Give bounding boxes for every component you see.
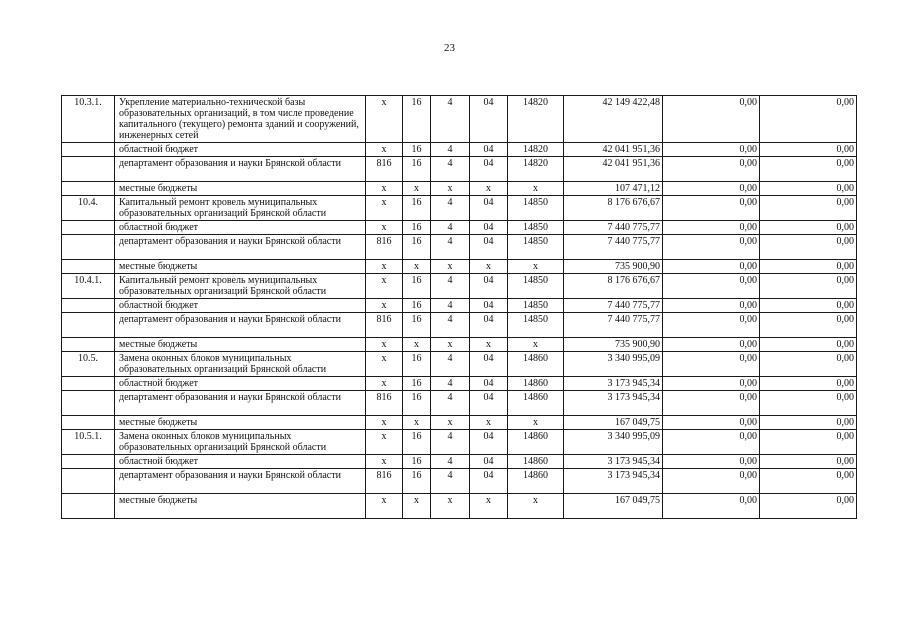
code-cell: 14860 <box>508 469 564 494</box>
rz-cell: 16 <box>403 313 431 338</box>
table-row <box>62 352 857 377</box>
kcs-cell: 04 <box>470 391 508 416</box>
grbs-cell: 816 <box>366 469 403 494</box>
amount-year3-cell: 0,00 <box>760 313 857 338</box>
amount-year2-cell: 0,00 <box>663 430 760 455</box>
grbs-cell: х <box>366 182 403 196</box>
code-cell: 14850 <box>508 313 564 338</box>
code-cell: х <box>508 494 564 519</box>
amount-year1-cell: 8 176 676,67 <box>564 196 663 221</box>
amount-year1-cell: 42 041 951,36 <box>564 157 663 182</box>
kcs-cell: 04 <box>470 455 508 469</box>
kcs-cell: 04 <box>470 352 508 377</box>
table-row <box>62 235 857 260</box>
kcs-cell: 04 <box>470 377 508 391</box>
code-cell: 14820 <box>508 143 564 157</box>
amount-year2-cell: 0,00 <box>663 313 760 338</box>
code-cell: 14850 <box>508 299 564 313</box>
code-cell: 14850 <box>508 221 564 235</box>
grbs-cell: х <box>366 260 403 274</box>
pr-cell: 4 <box>431 299 470 313</box>
code-cell: х <box>508 416 564 430</box>
amount-year2-cell: 0,00 <box>663 143 760 157</box>
rz-cell: 16 <box>403 196 431 221</box>
amount-year3-cell: 0,00 <box>760 377 857 391</box>
rz-cell: х <box>403 182 431 196</box>
table-row <box>62 157 857 182</box>
table-row <box>62 313 857 338</box>
rz-cell: х <box>403 494 431 519</box>
amount-year3-cell: 0,00 <box>760 235 857 260</box>
table-row <box>62 196 857 221</box>
table-row <box>62 182 857 196</box>
amount-year2-cell: 0,00 <box>663 416 760 430</box>
kcs-cell: х <box>470 260 508 274</box>
rz-cell: 16 <box>403 221 431 235</box>
pr-cell: х <box>431 338 470 352</box>
kcs-cell: х <box>470 494 508 519</box>
pr-cell: 4 <box>431 455 470 469</box>
row-name-cell: департамент образования и науки Брянской области <box>115 235 366 260</box>
rz-cell: х <box>403 416 431 430</box>
row-name-cell: департамент образования и науки Брянской области <box>115 469 366 494</box>
row-name-cell: департамент образования и науки Брянской области <box>115 391 366 416</box>
row-number-cell <box>62 299 115 313</box>
amount-year3-cell: 0,00 <box>760 338 857 352</box>
amount-year3-cell: 0,00 <box>760 391 857 416</box>
rz-cell: 16 <box>403 235 431 260</box>
kcs-cell: 04 <box>470 235 508 260</box>
pr-cell: 4 <box>431 469 470 494</box>
pr-cell: 4 <box>431 430 470 455</box>
row-name-cell: областной бюджет <box>115 221 366 235</box>
amount-year1-cell: 7 440 775,77 <box>564 235 663 260</box>
pr-cell: х <box>431 416 470 430</box>
grbs-cell: х <box>366 221 403 235</box>
row-name-cell: областной бюджет <box>115 377 366 391</box>
amount-year3-cell: 0,00 <box>760 455 857 469</box>
row-number-cell: 10.4.1. <box>62 274 115 299</box>
pr-cell: 4 <box>431 352 470 377</box>
rz-cell: 16 <box>403 96 431 143</box>
amount-year1-cell: 167 049,75 <box>564 494 663 519</box>
amount-year2-cell: 0,00 <box>663 182 760 196</box>
amount-year1-cell: 107 471,12 <box>564 182 663 196</box>
pr-cell: 4 <box>431 313 470 338</box>
row-number-cell: 10.5.1. <box>62 430 115 455</box>
grbs-cell: х <box>366 430 403 455</box>
amount-year2-cell: 0,00 <box>663 96 760 143</box>
row-number-cell: 10.3.1. <box>62 96 115 143</box>
amount-year1-cell: 8 176 676,67 <box>564 274 663 299</box>
grbs-cell: х <box>366 338 403 352</box>
row-number-cell <box>62 221 115 235</box>
row-name-cell: областной бюджет <box>115 455 366 469</box>
grbs-cell: 816 <box>366 235 403 260</box>
row-number-cell <box>62 182 115 196</box>
row-number-cell <box>62 469 115 494</box>
row-number-cell: 10.4. <box>62 196 115 221</box>
grbs-cell: 816 <box>366 391 403 416</box>
amount-year3-cell: 0,00 <box>760 196 857 221</box>
row-name-cell: местные бюджеты <box>115 338 366 352</box>
code-cell: 14860 <box>508 455 564 469</box>
table-row <box>62 416 857 430</box>
row-number-cell <box>62 416 115 430</box>
row-name-cell: местные бюджеты <box>115 182 366 196</box>
row-number-cell <box>62 143 115 157</box>
table-body <box>62 96 857 519</box>
amount-year2-cell: 0,00 <box>663 455 760 469</box>
rz-cell: 16 <box>403 391 431 416</box>
code-cell: 14850 <box>508 235 564 260</box>
amount-year2-cell: 0,00 <box>663 352 760 377</box>
table-row <box>62 377 857 391</box>
table-row <box>62 391 857 416</box>
amount-year3-cell: 0,00 <box>760 221 857 235</box>
rz-cell: 16 <box>403 352 431 377</box>
pr-cell: х <box>431 494 470 519</box>
rz-cell: 16 <box>403 430 431 455</box>
code-cell: 14860 <box>508 377 564 391</box>
amount-year1-cell: 3 173 945,34 <box>564 469 663 494</box>
code-cell: 14860 <box>508 430 564 455</box>
grbs-cell: х <box>366 455 403 469</box>
pr-cell: х <box>431 182 470 196</box>
amount-year1-cell: 167 049,75 <box>564 416 663 430</box>
amount-year1-cell: 3 173 945,34 <box>564 455 663 469</box>
grbs-cell: 816 <box>366 313 403 338</box>
code-cell: 14820 <box>508 157 564 182</box>
kcs-cell: х <box>470 416 508 430</box>
amount-year3-cell: 0,00 <box>760 469 857 494</box>
table-row <box>62 299 857 313</box>
table-row <box>62 338 857 352</box>
amount-year3-cell: 0,00 <box>760 157 857 182</box>
grbs-cell: х <box>366 274 403 299</box>
code-cell: х <box>508 260 564 274</box>
code-cell: 14820 <box>508 96 564 143</box>
rz-cell: 16 <box>403 377 431 391</box>
table-row <box>62 274 857 299</box>
amount-year2-cell: 0,00 <box>663 494 760 519</box>
table-row <box>62 469 857 494</box>
table-row <box>62 143 857 157</box>
kcs-cell: х <box>470 182 508 196</box>
table-row <box>62 430 857 455</box>
amount-year2-cell: 0,00 <box>663 377 760 391</box>
code-cell: х <box>508 182 564 196</box>
amount-year3-cell: 0,00 <box>760 143 857 157</box>
amount-year1-cell: 7 440 775,77 <box>564 313 663 338</box>
amount-year2-cell: 0,00 <box>663 221 760 235</box>
code-cell: 14860 <box>508 391 564 416</box>
table-row <box>62 221 857 235</box>
row-number-cell <box>62 313 115 338</box>
kcs-cell: х <box>470 338 508 352</box>
code-cell: 14850 <box>508 196 564 221</box>
row-name-cell: Капитальный ремонт кровель муниципальных образовательных организаций Брянской области <box>115 274 366 299</box>
grbs-cell: х <box>366 143 403 157</box>
pr-cell: х <box>431 260 470 274</box>
amount-year2-cell: 0,00 <box>663 235 760 260</box>
amount-year1-cell: 7 440 775,77 <box>564 299 663 313</box>
amount-year1-cell: 3 173 945,34 <box>564 377 663 391</box>
table-row <box>62 96 857 143</box>
amount-year1-cell: 735 900,90 <box>564 338 663 352</box>
rz-cell: 16 <box>403 143 431 157</box>
grbs-cell: х <box>366 299 403 313</box>
kcs-cell: 04 <box>470 157 508 182</box>
pr-cell: 4 <box>431 96 470 143</box>
row-number-cell <box>62 260 115 274</box>
row-name-cell: областной бюджет <box>115 143 366 157</box>
row-number-cell <box>62 391 115 416</box>
code-cell: 14850 <box>508 274 564 299</box>
amount-year1-cell: 7 440 775,77 <box>564 221 663 235</box>
kcs-cell: 04 <box>470 96 508 143</box>
amount-year3-cell: 0,00 <box>760 494 857 519</box>
pr-cell: 4 <box>431 377 470 391</box>
table-row <box>62 260 857 274</box>
amount-year1-cell: 735 900,90 <box>564 260 663 274</box>
rz-cell: 16 <box>403 157 431 182</box>
row-number-cell <box>62 235 115 260</box>
amount-year3-cell: 0,00 <box>760 299 857 313</box>
kcs-cell: 04 <box>470 143 508 157</box>
pr-cell: 4 <box>431 221 470 235</box>
amount-year1-cell: 3 340 995,09 <box>564 352 663 377</box>
kcs-cell: 04 <box>470 274 508 299</box>
amount-year3-cell: 0,00 <box>760 274 857 299</box>
code-cell: х <box>508 338 564 352</box>
pr-cell: 4 <box>431 196 470 221</box>
amount-year1-cell: 42 149 422,48 <box>564 96 663 143</box>
rz-cell: 16 <box>403 455 431 469</box>
row-name-cell: Укрепление материально-технической базы образовательных организаций, в том числе проведение капитального (текущего) ремонта зданий и сооружений, инженерных сетей <box>115 96 366 143</box>
amount-year3-cell: 0,00 <box>760 352 857 377</box>
row-name-cell: Замена оконных блоков муниципальных образовательных организаций Брянской области <box>115 352 366 377</box>
row-number-cell <box>62 455 115 469</box>
row-number-cell <box>62 494 115 519</box>
amount-year2-cell: 0,00 <box>663 157 760 182</box>
row-name-cell: департамент образования и науки Брянской области <box>115 157 366 182</box>
row-number-cell <box>62 338 115 352</box>
grbs-cell: х <box>366 196 403 221</box>
kcs-cell: 04 <box>470 430 508 455</box>
amount-year2-cell: 0,00 <box>663 299 760 313</box>
amount-year3-cell: 0,00 <box>760 416 857 430</box>
page-number: 23 <box>444 42 455 54</box>
grbs-cell: х <box>366 494 403 519</box>
grbs-cell: 816 <box>366 157 403 182</box>
amount-year2-cell: 0,00 <box>663 391 760 416</box>
rz-cell: х <box>403 260 431 274</box>
row-name-cell: Замена оконных блоков муниципальных образовательных организаций Брянской области <box>115 430 366 455</box>
kcs-cell: 04 <box>470 221 508 235</box>
kcs-cell: 04 <box>470 299 508 313</box>
kcs-cell: 04 <box>470 196 508 221</box>
amount-year2-cell: 0,00 <box>663 274 760 299</box>
amount-year3-cell: 0,00 <box>760 260 857 274</box>
row-name-cell: местные бюджеты <box>115 260 366 274</box>
amount-year1-cell: 3 173 945,34 <box>564 391 663 416</box>
amount-year1-cell: 42 041 951,36 <box>564 143 663 157</box>
amount-year3-cell: 0,00 <box>760 430 857 455</box>
pr-cell: 4 <box>431 143 470 157</box>
rz-cell: 16 <box>403 274 431 299</box>
row-name-cell: местные бюджеты <box>115 416 366 430</box>
amount-year2-cell: 0,00 <box>663 260 760 274</box>
amount-year2-cell: 0,00 <box>663 196 760 221</box>
row-name-cell: Капитальный ремонт кровель муниципальных образовательных организаций Брянской области <box>115 196 366 221</box>
pr-cell: 4 <box>431 157 470 182</box>
amount-year3-cell: 0,00 <box>760 96 857 143</box>
grbs-cell: х <box>366 416 403 430</box>
rz-cell: 16 <box>403 299 431 313</box>
table-row <box>62 455 857 469</box>
grbs-cell: х <box>366 377 403 391</box>
pr-cell: 4 <box>431 391 470 416</box>
kcs-cell: 04 <box>470 469 508 494</box>
amount-year2-cell: 0,00 <box>663 338 760 352</box>
pr-cell: 4 <box>431 274 470 299</box>
row-number-cell <box>62 157 115 182</box>
pr-cell: 4 <box>431 235 470 260</box>
kcs-cell: 04 <box>470 313 508 338</box>
row-number-cell <box>62 377 115 391</box>
amount-year1-cell: 3 340 995,09 <box>564 430 663 455</box>
grbs-cell: х <box>366 352 403 377</box>
rz-cell: 16 <box>403 469 431 494</box>
row-name-cell: областной бюджет <box>115 299 366 313</box>
amount-year3-cell: 0,00 <box>760 182 857 196</box>
amount-year2-cell: 0,00 <box>663 469 760 494</box>
row-number-cell: 10.5. <box>62 352 115 377</box>
code-cell: 14860 <box>508 352 564 377</box>
row-name-cell: местные бюджеты <box>115 494 366 519</box>
budget-table <box>61 95 857 519</box>
row-name-cell: департамент образования и науки Брянской области <box>115 313 366 338</box>
rz-cell: х <box>403 338 431 352</box>
table-row <box>62 494 857 519</box>
grbs-cell: х <box>366 96 403 143</box>
